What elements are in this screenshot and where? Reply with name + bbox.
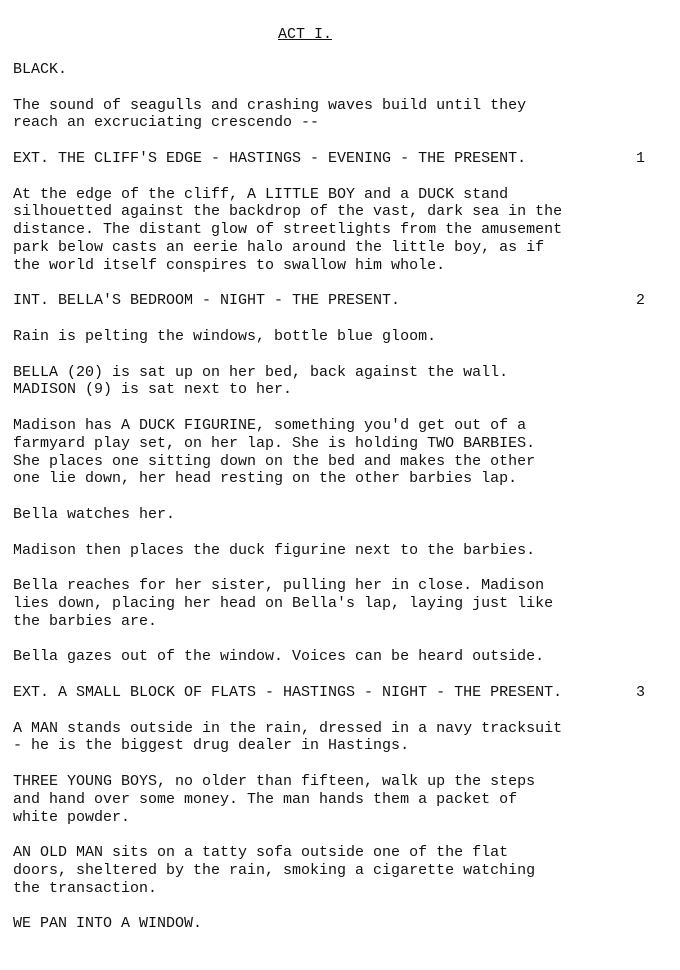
action-line: reach an excruciating crescendo -- xyxy=(13,114,320,132)
scene-number: 1 xyxy=(636,150,646,167)
action-line: the world itself conspires to swallow him whole. xyxy=(13,256,446,274)
scene-number: 2 xyxy=(636,292,646,310)
action-line: silhouetted against the backdrop of the vast, dark sea in the xyxy=(13,203,563,221)
action-line: the transaction. xyxy=(13,879,158,897)
scene-heading: EXT. THE CLIFF'S EDGE - HASTINGS - EVENING - THE PRESENT. xyxy=(13,150,527,167)
action-line: Bella gazes out of the window. Voices can be heard outside. xyxy=(13,648,545,666)
action-line: A MAN stands outside in the rain, dressed in a navy tracksuit xyxy=(13,719,563,737)
action-line: doors, sheltered by the rain, smoking a cigarette watching xyxy=(13,862,536,879)
action-line: one lie down, her head resting on the other barbies lap. xyxy=(13,470,518,488)
action-line: - he is the biggest drug dealer in Hastings. xyxy=(13,737,410,755)
scene-number: 3 xyxy=(636,684,646,701)
action-line: AN OLD MAN sits on a tatty sofa outside one of the flat xyxy=(13,844,509,862)
action-line: She places one sitting down on the bed and makes the other xyxy=(13,452,536,470)
action-line: distance. The distant glow of streetlights from the amusement xyxy=(13,221,563,239)
action-line: The sound of seagulls and crashing waves build until they xyxy=(13,96,527,114)
action-line: THREE YOUNG BOYS, no older than fifteen, walk up the steps xyxy=(13,773,536,790)
action-line: white powder. xyxy=(13,808,131,826)
action-line: lies down, placing her head on Bella's lap, laying just like xyxy=(13,595,554,612)
action-line: and hand over some money. The man hands them a packet of xyxy=(13,790,518,808)
scene-heading: INT. BELLA'S BEDROOM - NIGHT - THE PRESENT. xyxy=(13,292,401,310)
action-line: Rain is pelting the windows, bottle blue gloom. xyxy=(13,328,437,345)
action-line: the barbies are. xyxy=(13,612,158,630)
action-line: Bella watches her. xyxy=(13,506,176,523)
action-line: park below casts an eerie halo around the little boy, as if xyxy=(13,239,545,256)
action-line: At the edge of the cliff, A LITTLE BOY and a DUCK stand xyxy=(13,185,509,203)
action-line: Madison has A DUCK FIGURINE, something you'd get out of a xyxy=(13,417,527,434)
transition-line: BLACK. xyxy=(13,61,68,78)
act-heading: ACT I. xyxy=(278,26,333,43)
action-line: Bella reaches for her sister, pulling her in close. Madison xyxy=(13,577,545,595)
action-line: BELLA (20) is sat up on her bed, back against the wall. xyxy=(13,363,509,381)
action-line: Madison then places the duck figurine next to the barbies. xyxy=(13,541,536,559)
transition-line: WE PAN INTO A WINDOW. xyxy=(13,915,203,933)
action-line: farmyard play set, on her lap. She is holding TWO BARBIES. xyxy=(13,434,536,452)
action-line: MADISON (9) is sat next to her. xyxy=(13,381,293,399)
scene-heading: EXT. A SMALL BLOCK OF FLATS - HASTINGS - NIGHT - THE PRESENT. xyxy=(13,684,563,701)
